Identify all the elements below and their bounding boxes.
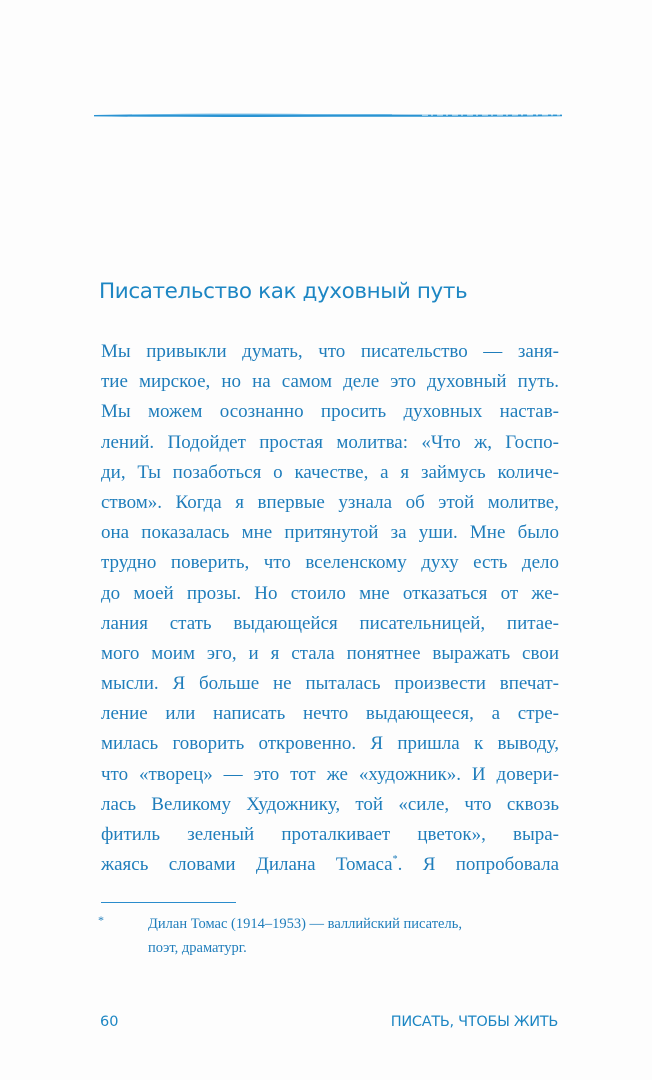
text-line: лась Великому Художнику, той «силе, что сквозь	[101, 793, 559, 815]
text-line: ление или написать нечто выдающееся, а стре-	[101, 703, 559, 725]
text-line: Мы можем осознанно просить духовных настав-	[101, 401, 559, 423]
text-line: трудно поверить, что вселенскому духу есть дело	[101, 552, 559, 574]
text-line: лений. Подойдет простая молитва: «Что ж, Госпо-	[101, 431, 559, 453]
text-line: ди, Ты позаботься о качестве, а я займусь количе-	[101, 461, 559, 483]
text-line: тие мирское, но на самом деле это духовный путь.	[101, 371, 559, 393]
text-line: лания стать выдающейся писательницей, питае-	[101, 612, 559, 634]
chapter-heading: Писательство как духовный путь	[99, 279, 468, 304]
text-line: фитиль зеленый проталкивает цветок», выра-	[101, 824, 559, 845]
text-line: что «творец» — это тот же «художник». И довери-	[101, 763, 559, 785]
text-fragment: жаясь словами Дилана Томаса	[101, 854, 393, 876]
footnote-reference[interactable]: *	[392, 854, 398, 866]
text-line: мысли. Я больше не пыталась произвести впечат-	[101, 673, 559, 695]
text-line: мого моим эго, и я стала понятнее выражать свои	[101, 642, 559, 664]
running-title: ПИСАТЬ, ЧТОБЫ ЖИТЬ	[390, 1014, 558, 1030]
text-line: она показалась мне притянутой за уши. Мне было	[101, 522, 559, 544]
text-line: милась говорить откровенно. Я пришла к выводу,	[101, 733, 559, 755]
text-line: до моей прозы. Но стоило мне отказаться от же-	[101, 582, 559, 604]
footnote-line: Дилан Томас (1914–1953) — валлийский писатель,	[148, 916, 462, 932]
text-line-last	[101, 850, 559, 880]
body-paragraph	[101, 337, 559, 880]
footnote	[148, 912, 560, 960]
footnote-divider	[101, 902, 236, 903]
footnote-marker: *	[98, 913, 104, 927]
decorative-brush-stroke	[92, 111, 564, 119]
text-line: ством». Когда я впервые узнала об этой молитве,	[101, 491, 559, 513]
page-number: 60	[100, 1014, 119, 1030]
text-line: Мы привыкли думать, что писательство — заня-	[101, 341, 559, 362]
footnote-line: поэт, драматург.	[148, 940, 247, 956]
text-fragment: . Я попробовала	[397, 854, 559, 876]
